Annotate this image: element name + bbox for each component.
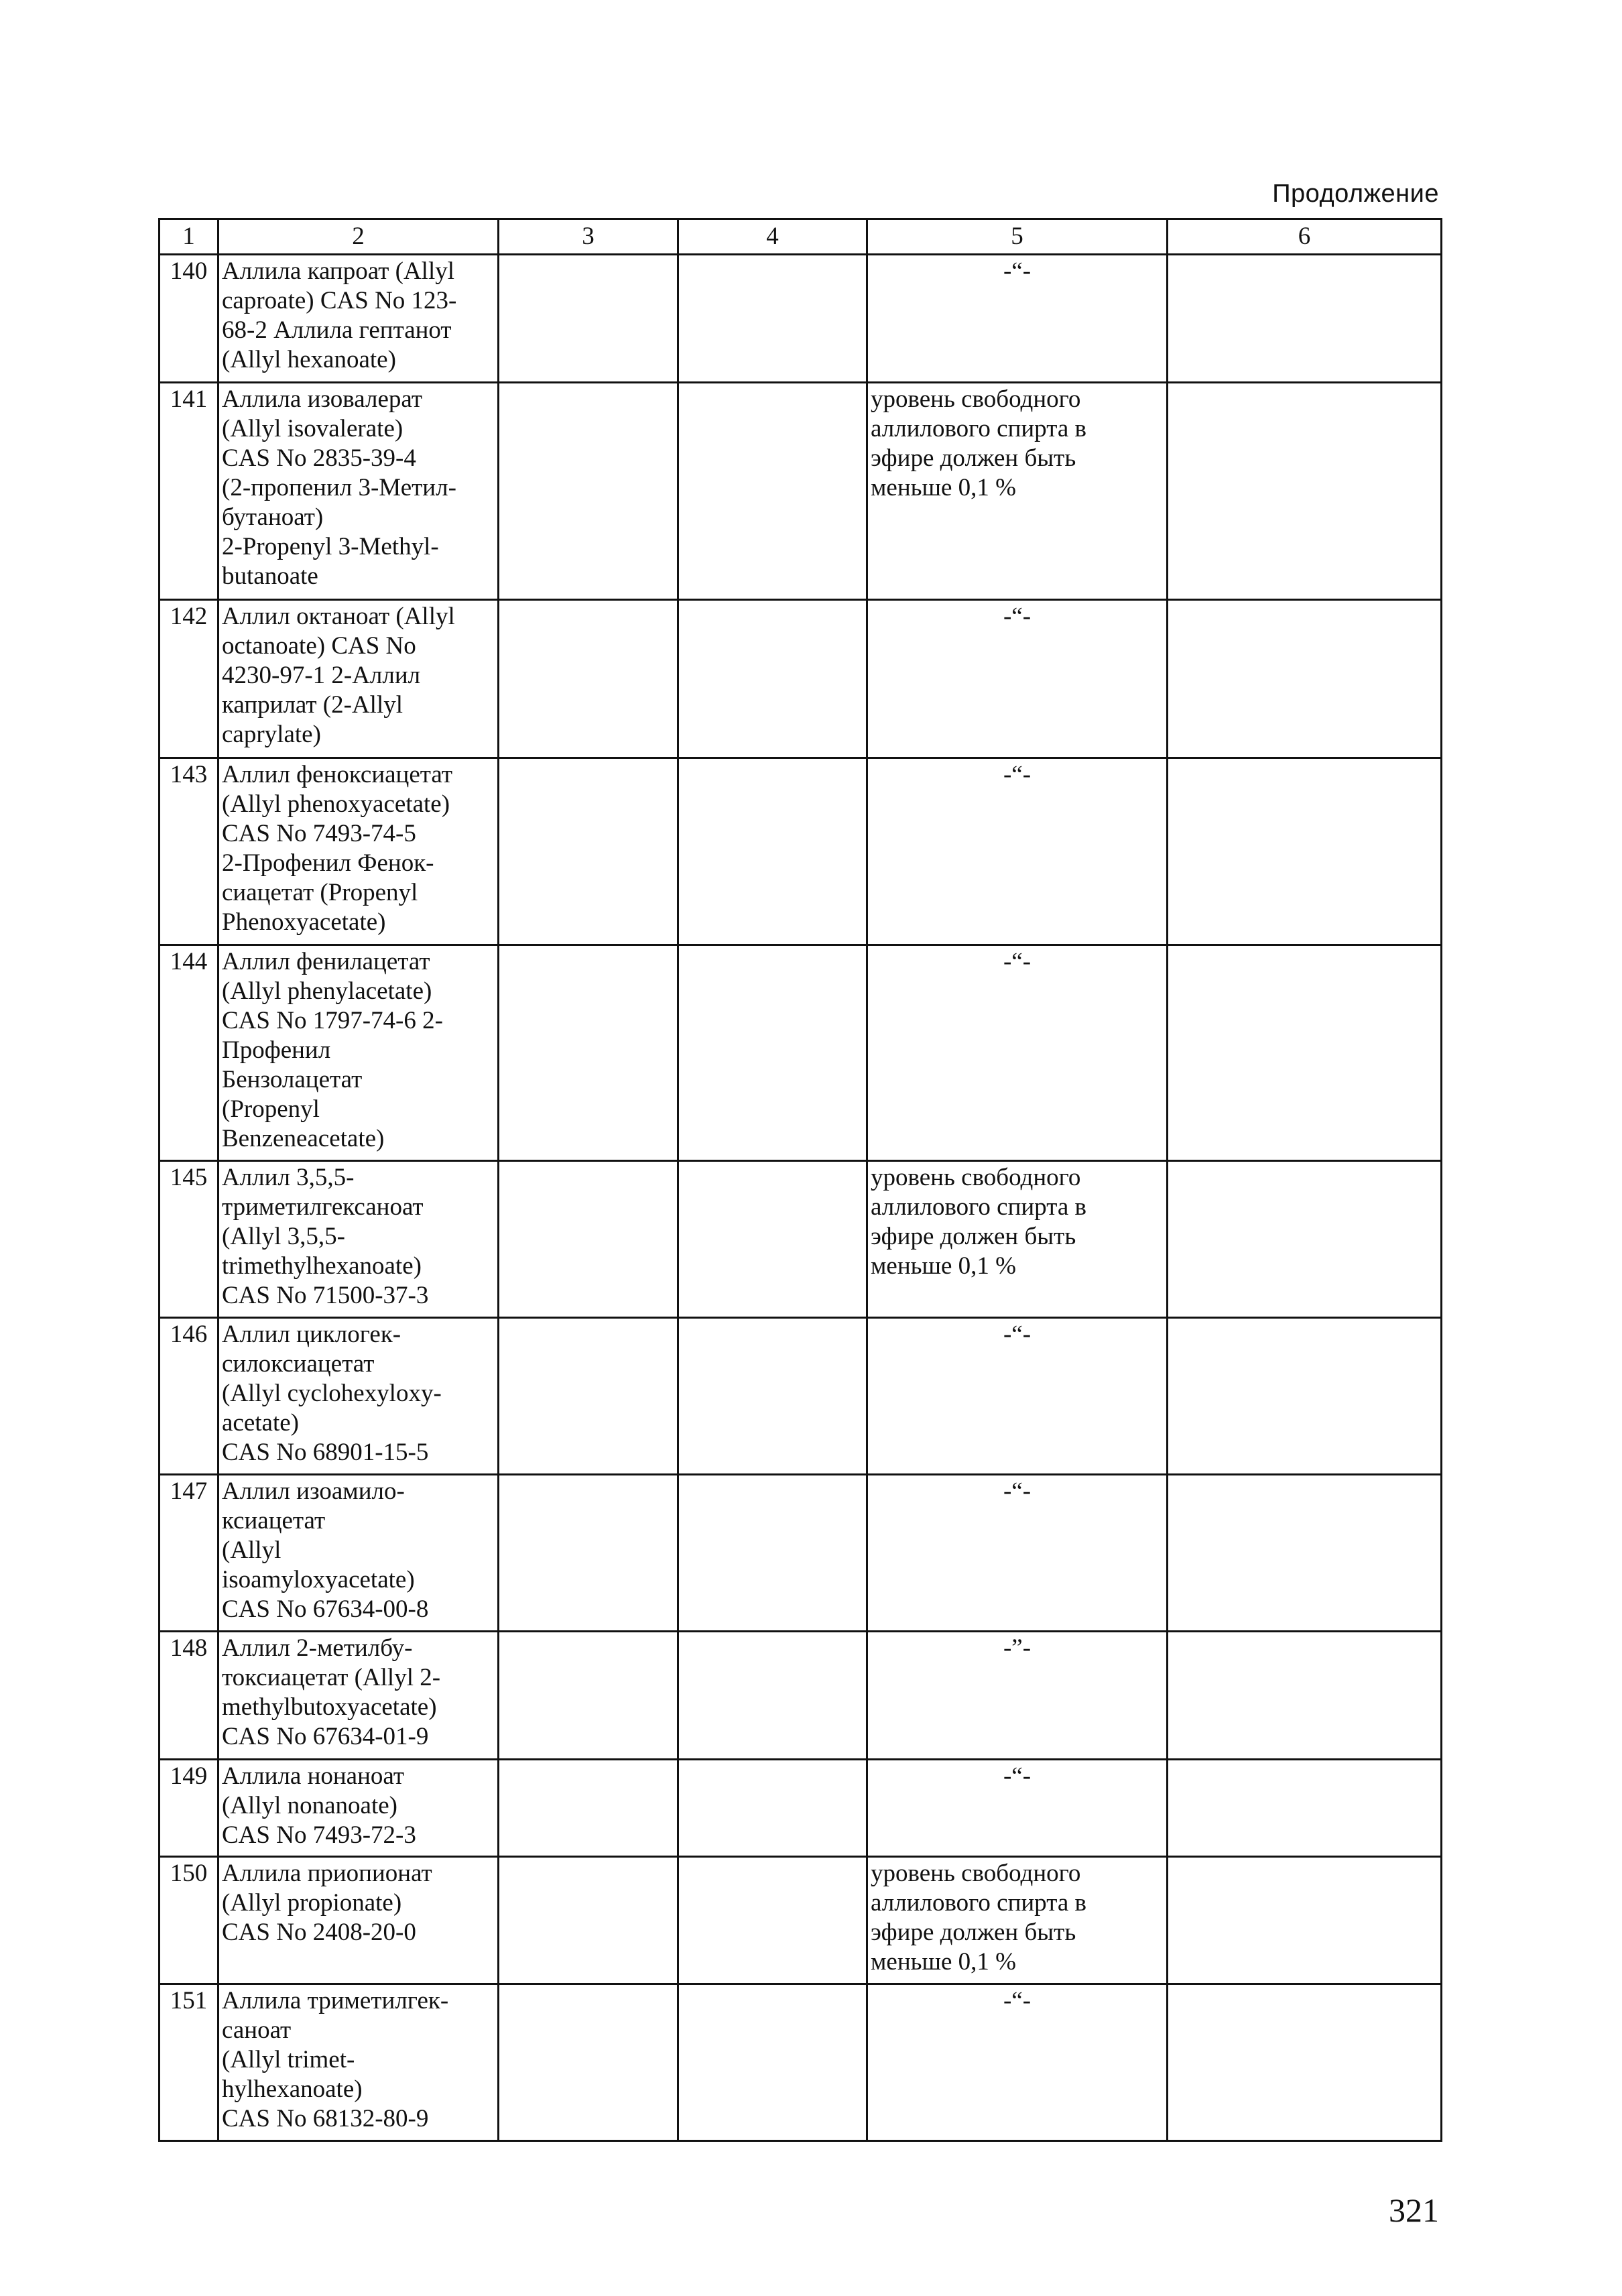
table-row: [160, 1857, 1442, 1984]
cell-col6: [1168, 1475, 1442, 1632]
cell-col5: -“-: [867, 600, 1168, 758]
substance-name: Аллил 2-метилбу- токсиацетат (Allyl 2- methylbutoxyacetate) CAS No 67634-01-9: [219, 1632, 499, 1760]
cell-col3: [499, 383, 678, 600]
cell-col6: [1168, 758, 1442, 945]
cell-col4: [678, 600, 867, 758]
cell-col5: уровень свободного аллилового спирта в эфире должен быть меньше 0,1 %: [867, 383, 1168, 600]
cell-col4: [678, 1984, 867, 2141]
table-row: [160, 383, 1442, 600]
cell-col4: [678, 255, 867, 383]
substance-name: Аллил феноксиацетат (Allyl phenoxyacetate) CAS No 7493-74-5 2-Профенил Фенок- сиацетат (Propenyl Phenoxyacetate): [219, 758, 499, 945]
cell-col3: [499, 1632, 678, 1760]
row-number: 149: [160, 1760, 219, 1857]
cell-col5: -“-: [867, 1984, 1168, 2141]
cell-col5: -“-: [867, 945, 1168, 1161]
substance-name: Аллила капроат (Allyl caproate) CAS No 123- 68-2 Аллила гептанот (Allyl hexanoate): [219, 255, 499, 383]
cell-col4: [678, 383, 867, 600]
cell-col4: [678, 1161, 867, 1318]
cell-col3: [499, 758, 678, 945]
header-row: [160, 219, 1442, 255]
cell-col4: [678, 1318, 867, 1475]
cell-col4: [678, 1857, 867, 1984]
cell-col6: [1168, 383, 1442, 600]
cell-col4: [678, 1475, 867, 1632]
cell-col5: -“-: [867, 1318, 1168, 1475]
substance-name: Аллил 3,5,5- триметилгексаноат (Allyl 3,5,5- trimethylhexanoate) CAS No 71500-37-3: [219, 1161, 499, 1318]
continuation-label: Продолжение: [1272, 180, 1439, 208]
cell-col6: [1168, 1857, 1442, 1984]
cell-col4: [678, 945, 867, 1161]
cell-col6: [1168, 1161, 1442, 1318]
cell-col6: [1168, 600, 1442, 758]
cell-col5: -“-: [867, 758, 1168, 945]
cell-col5: -“-: [867, 1475, 1168, 1632]
row-number: 144: [160, 945, 219, 1161]
substance-name: Аллил октаноат (Allyl octanoate) CAS No 4230-97-1 2-Аллил каприлат (2-Allyl caprylate): [219, 600, 499, 758]
table-header: [160, 219, 1442, 255]
column-header-2: 2: [219, 219, 499, 255]
substance-name: Аллил циклогек- силоксиацетат (Allyl cyclohexyloxy- acetate) CAS No 68901-15-5: [219, 1318, 499, 1475]
table-row: [160, 255, 1442, 383]
row-number: 141: [160, 383, 219, 600]
page-number: 321: [1389, 2191, 1439, 2229]
cell-col4: [678, 758, 867, 945]
row-number: 140: [160, 255, 219, 383]
row-number: 145: [160, 1161, 219, 1318]
row-number: 148: [160, 1632, 219, 1760]
cell-col6: [1168, 945, 1442, 1161]
row-number: 146: [160, 1318, 219, 1475]
substance-name: Аллил фенилацетат (Allyl phenylacetate) CAS No 1797-74-6 2- Профенил Бензолацетат (Propenyl Benzeneacetate): [219, 945, 499, 1161]
cell-col6: [1168, 1318, 1442, 1475]
column-header-3: 3: [499, 219, 678, 255]
cell-col3: [499, 1857, 678, 1984]
substance-name: Аллила изовалерат (Allyl isovalerate) CAS No 2835-39-4 (2-пропенил 3-Метил- бутаноат) 2-Propenyl 3-Methyl- butanoate: [219, 383, 499, 600]
table-row: [160, 945, 1442, 1161]
table-row: [160, 1632, 1442, 1760]
column-header-6: 6: [1168, 219, 1442, 255]
table-row: [160, 758, 1442, 945]
cell-col4: [678, 1760, 867, 1857]
cell-col5: -“-: [867, 255, 1168, 383]
substance-name: Аллила триметилгек- саноат (Allyl trimet- hylhexanoate) CAS No 68132-80-9: [219, 1984, 499, 2141]
table-row: [160, 1318, 1442, 1475]
column-header-1: 1: [160, 219, 219, 255]
cell-col5: уровень свободного аллилового спирта в эфире должен быть меньше 0,1 %: [867, 1857, 1168, 1984]
cell-col3: [499, 255, 678, 383]
cell-col6: [1168, 1760, 1442, 1857]
substance-name: Аллила приопионат (Allyl propionate) CAS No 2408-20-0: [219, 1857, 499, 1984]
cell-col3: [499, 1984, 678, 2141]
table-row: [160, 1475, 1442, 1632]
table-body: [160, 255, 1442, 2141]
cell-col5: -“-: [867, 1760, 1168, 1857]
cell-col3: [499, 1318, 678, 1475]
cell-col6: [1168, 255, 1442, 383]
table-row: [160, 600, 1442, 758]
substance-name: Аллила нонаноат (Allyl nonanoate) CAS No 7493-72-3: [219, 1760, 499, 1857]
table-row: [160, 1161, 1442, 1318]
substance-name: Аллил изоамило- ксиацетат (Allyl isoamyloxyacetate) CAS No 67634-00-8: [219, 1475, 499, 1632]
row-number: 150: [160, 1857, 219, 1984]
cell-col6: [1168, 1632, 1442, 1760]
column-header-5: 5: [867, 219, 1168, 255]
cell-col5: -”-: [867, 1632, 1168, 1760]
cell-col3: [499, 1475, 678, 1632]
row-number: 143: [160, 758, 219, 945]
cell-col6: [1168, 1984, 1442, 2141]
substances-table: [158, 218, 1442, 2142]
table-row: [160, 1760, 1442, 1857]
cell-col4: [678, 1632, 867, 1760]
table-row: [160, 1984, 1442, 2141]
row-number: 151: [160, 1984, 219, 2141]
cell-col3: [499, 600, 678, 758]
row-number: 142: [160, 600, 219, 758]
cell-col3: [499, 945, 678, 1161]
row-number: 147: [160, 1475, 219, 1632]
cell-col5: уровень свободного аллилового спирта в эфире должен быть меньше 0,1 %: [867, 1161, 1168, 1318]
column-header-4: 4: [678, 219, 867, 255]
cell-col3: [499, 1760, 678, 1857]
cell-col3: [499, 1161, 678, 1318]
